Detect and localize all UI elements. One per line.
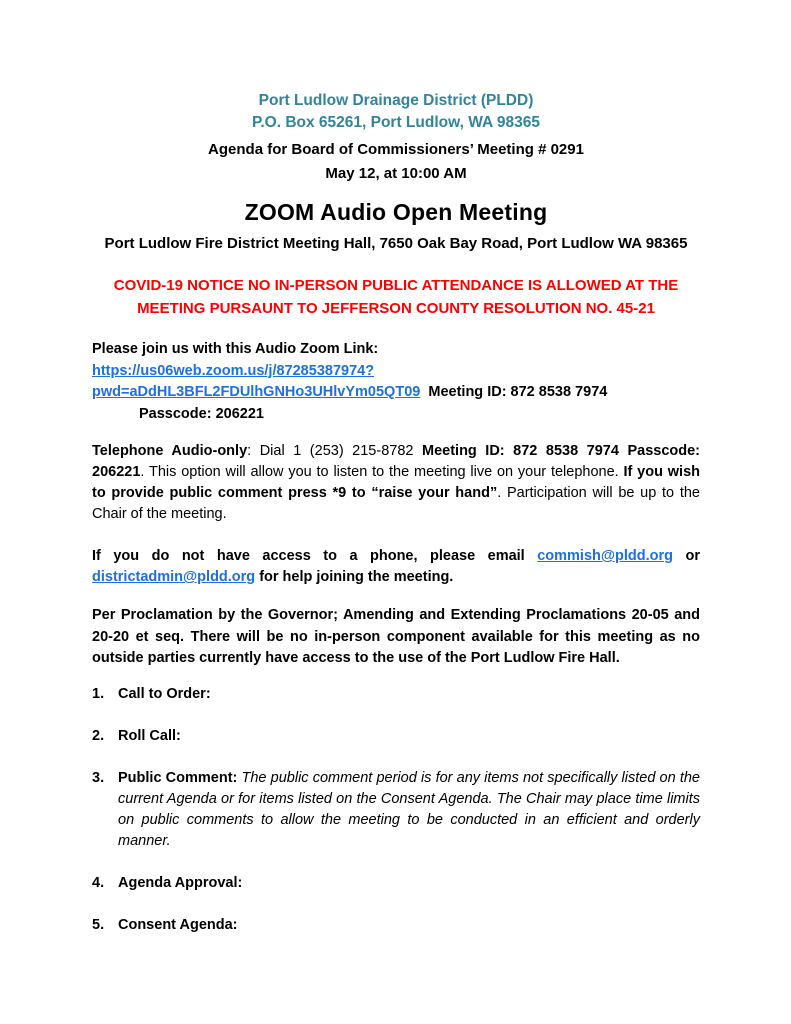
meeting-location: Port Ludlow Fire District Meeting Hall, 7650 Oak Bay Road, Port Ludlow WA 98365: [104, 235, 688, 252]
item-number: 4.: [92, 874, 105, 891]
districtadmin-email-link[interactable]: districtadmin@pldd.org: [92, 569, 256, 585]
meeting-datetime: May 12, at 10:00 AM: [325, 165, 467, 182]
item-number: 2.: [92, 727, 105, 744]
org-header: [92, 90, 700, 134]
public-comment-description: The public comment period is for any items not specifically listed on the current Agenda or for items listed on the Consent Agenda. The Chair may place time limits on public comments to allow the meeting to be conducted in an efficient and orderly manner.: [118, 769, 700, 849]
item-number: 5.: [92, 916, 105, 933]
telephone-label: Telephone Audio-only: [92, 443, 248, 459]
agenda-item-public-comment: [92, 768, 700, 852]
item-label: Roll Call:: [118, 727, 181, 744]
agenda-item-call-to-order: [92, 684, 700, 705]
org-address: P.O. Box 65261, Port Ludlow, WA 98365: [252, 114, 540, 131]
meeting-id: Meeting ID: 872 8538 7974: [428, 384, 608, 400]
email-help: If you do not have access to a phone, please email commish@pldd.org or districtadmin@pldd.org for help joining the meeting.: [92, 548, 701, 585]
commish-email-link[interactable]: commish@pldd.org: [537, 548, 674, 564]
page-title: ZOOM Audio Open Meeting: [244, 199, 548, 225]
item-label: Call to Order:: [118, 685, 211, 702]
item-label: Public Comment:: [118, 769, 238, 786]
item-label: Agenda Approval:: [118, 874, 243, 891]
zoom-meeting-url-line1[interactable]: https://us06web.zoom.us/j/87285387974?: [92, 362, 375, 379]
org-name: Port Ludlow Drainage District (PLDD): [258, 92, 534, 109]
agenda-item-consent-agenda: [92, 915, 700, 936]
item-label: Consent Agenda:: [118, 916, 238, 933]
item-number: 3.: [92, 769, 105, 786]
telephone-meeting-id: Meeting ID: 872 8538 7974 Passcode: 206221: [92, 443, 700, 480]
raise-hand-instruction: If you wish to provide public comment press *9 to “raise your hand”: [92, 464, 701, 501]
zoom-link-block: [92, 339, 700, 425]
agenda-items-list: [92, 684, 700, 936]
covid-notice-line1: COVID-19 NOTICE NO IN-PERSON PUBLIC ATTENDANCE IS ALLOWED AT THE: [113, 277, 679, 294]
zoom-url-line2-row: [92, 382, 700, 404]
telephone-instructions: Telephone Audio-only: Dial 1 (253) 215-8782 Meeting ID: 872 8538 7974 Passcode: 206221. This option will allow you to listen to the meeting live on your telephone. If you wish to provide public comment press *9 to “raise your hand”. Participation will be up to the Chair of the meeting.: [92, 443, 701, 522]
zoom-meeting-url-line2[interactable]: pwd=aDdHL3BFL2FDUlhGNHo3UHlvYm05QT09: [92, 384, 421, 400]
zoom-link-intro: Please join us with this Audio Zoom Link:: [92, 341, 379, 357]
covid-notice: [92, 274, 700, 320]
covid-notice-line2: MEETING PURSAUNT TO JEFFERSON COUNTY RESOLUTION NO. 45-21: [137, 300, 655, 317]
zoom-url-line1-row: [92, 361, 700, 383]
item-number: 1.: [92, 685, 105, 702]
agenda-title: Agenda for Board of Commissioners’ Meeting # 0291: [208, 141, 584, 158]
agenda-item-agenda-approval: [92, 873, 700, 894]
meeting-passcode: Passcode: 206221: [139, 405, 264, 422]
proclamation-paragraph: Per Proclamation by the Governor; Amending and Extending Proclamations 20-05 and 20-20 et seq. There will be no in-person component available for this meeting as no outside parties currently have access to the use of the Port Ludlow Fire Hall.: [92, 607, 700, 666]
agenda-item-roll-call: [92, 726, 700, 747]
